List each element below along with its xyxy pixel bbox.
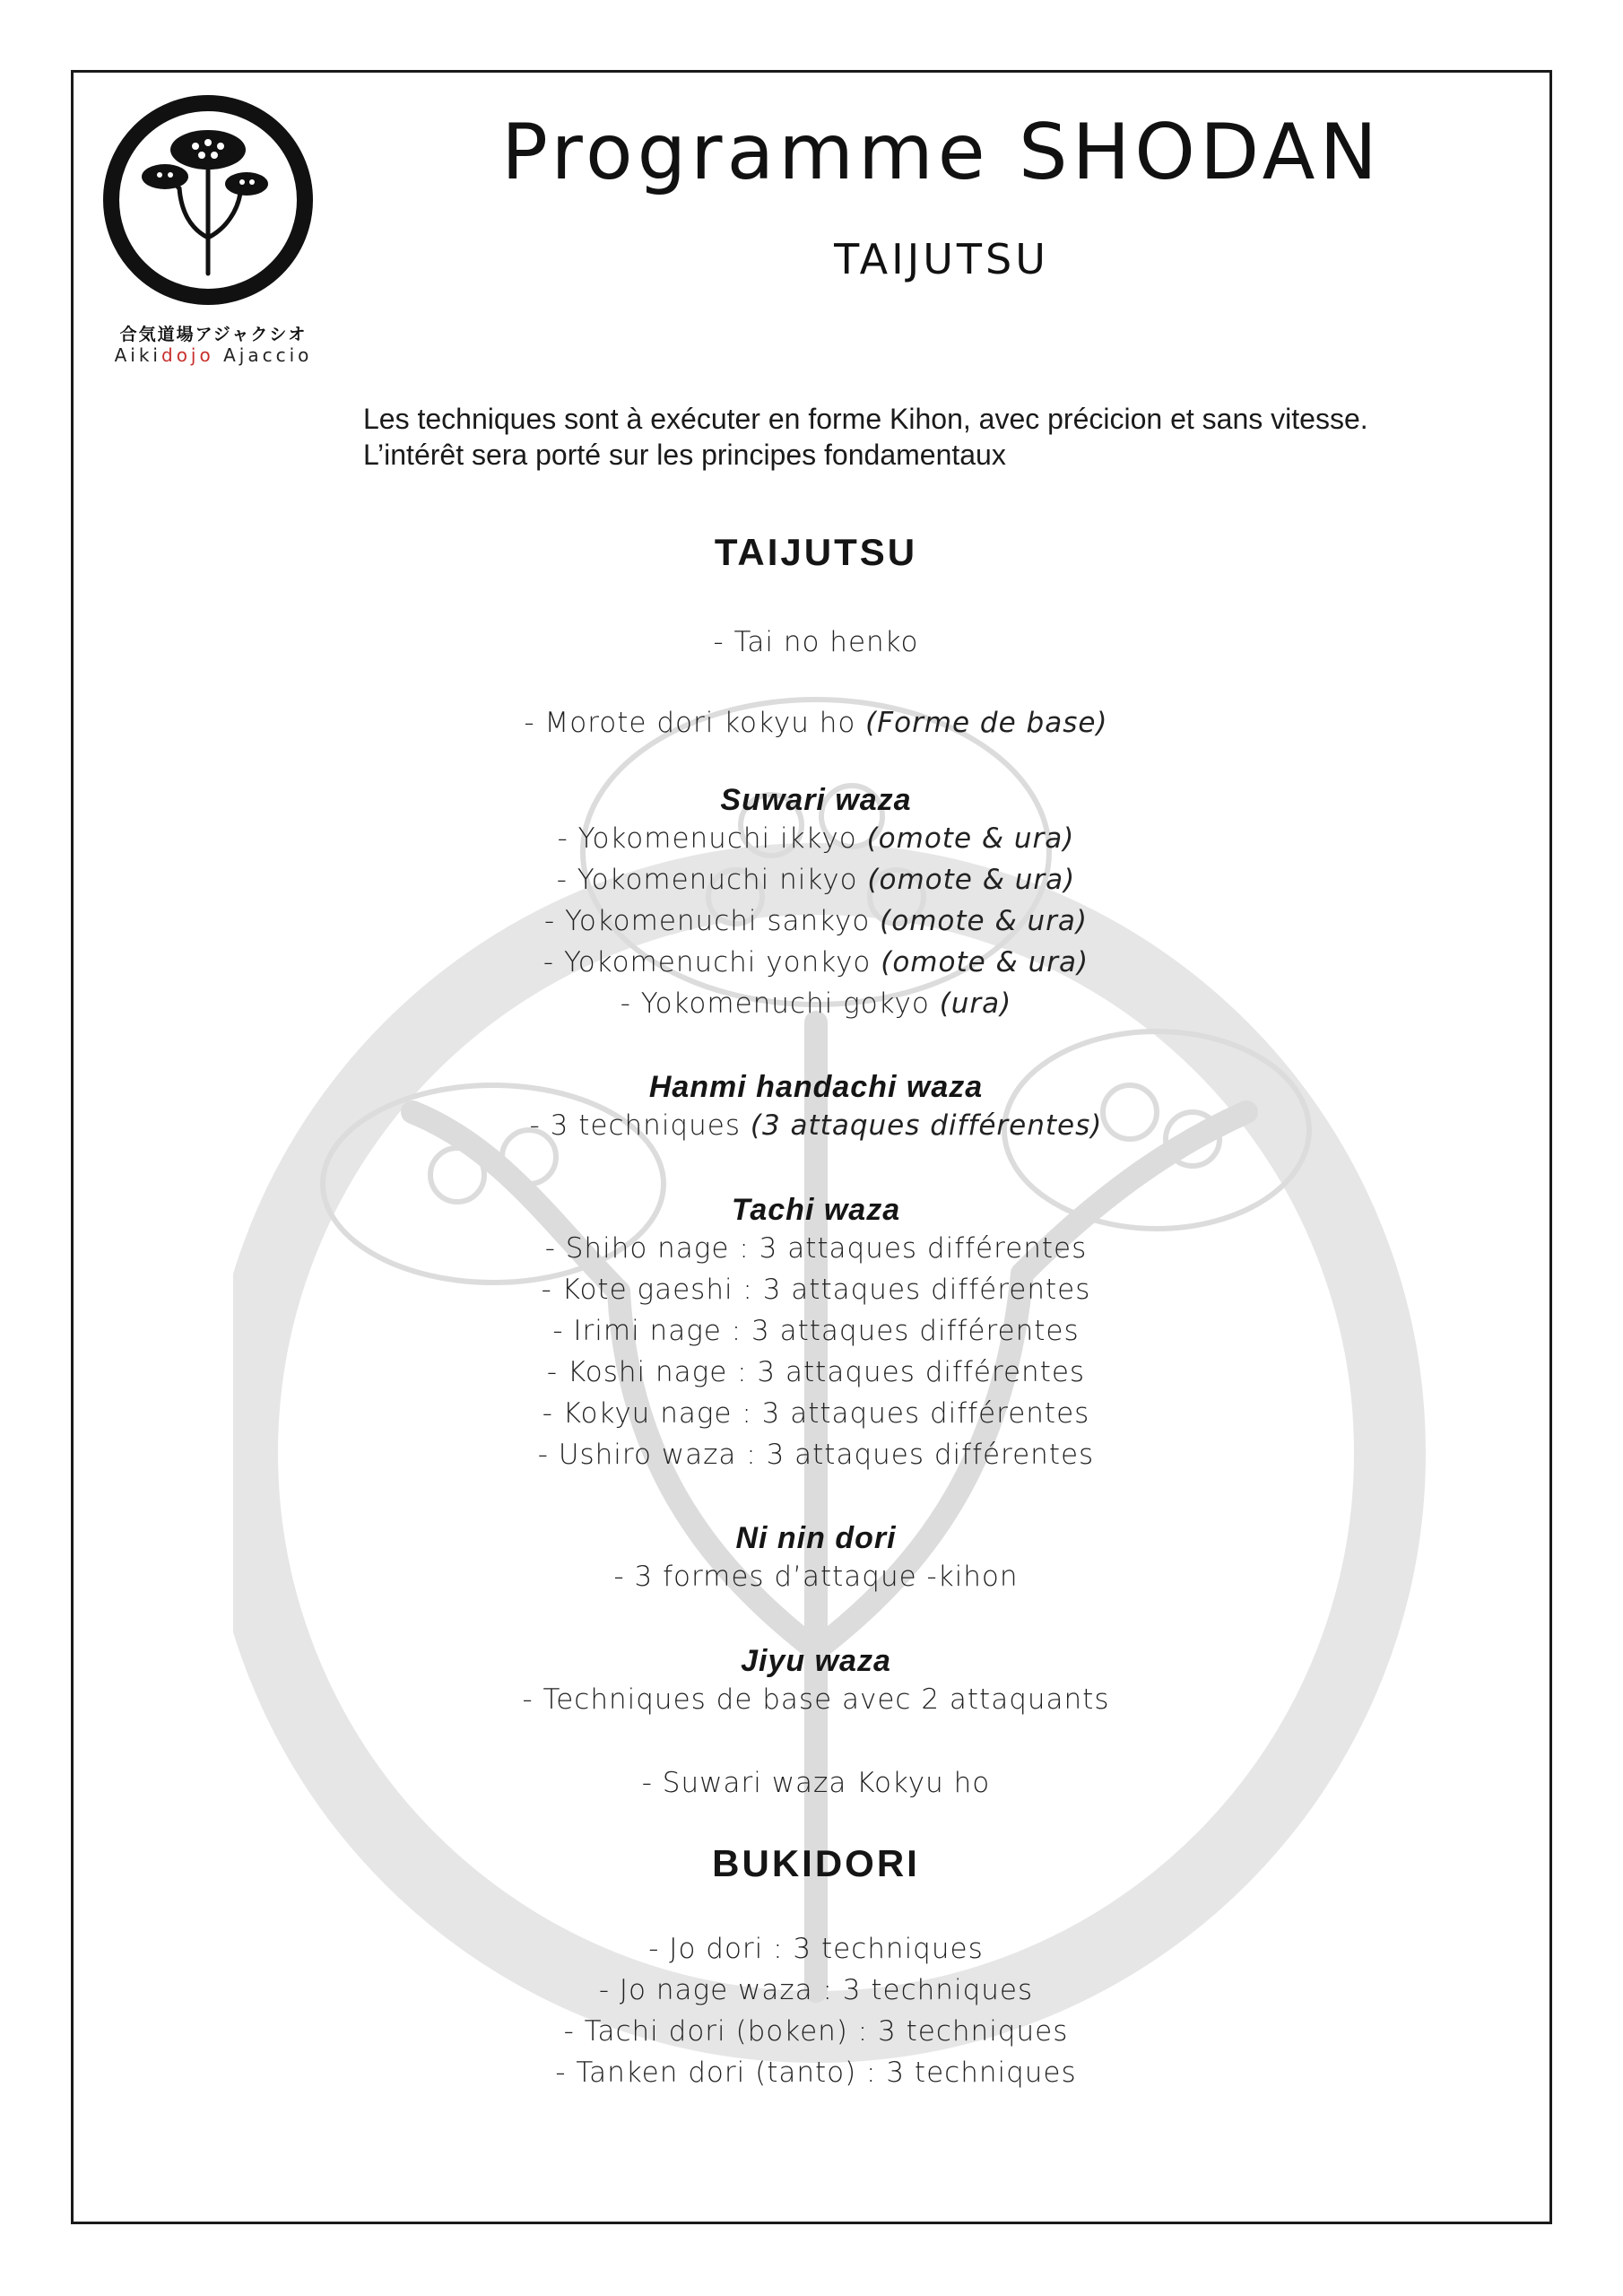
group-heading-tachi: Tachi waza — [731, 1193, 901, 1227]
list-item: - 3 techniques (3 attaques différentes) — [529, 1109, 1103, 1142]
intro-line-1: Les techniques sont à exécuter en forme Kihon, avec précicion et sans vitesse. — [363, 403, 1368, 435]
list-item: - Yokomenuchi ikkyo (omote & ura) — [557, 822, 1075, 855]
list-item: - Tachi dori (boken) : 3 techniques — [563, 2015, 1069, 2048]
page-border — [71, 70, 1552, 2224]
list-item: - Kokyu nage : 3 attaques différentes — [542, 1397, 1090, 1430]
list-item: - Yokomenuchi gokyo (ura) — [620, 987, 1012, 1020]
list-item: - Kote gaeshi : 3 attaques différentes — [541, 1274, 1091, 1306]
list-item: - 3 formes d’attaque -kihon — [613, 1561, 1019, 1593]
group-heading-hanmi: Hanmi handachi waza — [648, 1070, 984, 1104]
list-item: - Ushiro waza : 3 attaques différentes — [537, 1439, 1095, 1471]
group-heading-jiyu: Jiyu waza — [741, 1644, 891, 1678]
tai-no-henko: - Tai no henko — [713, 626, 919, 658]
list-item: - Shiho nage : 3 attaques différentes — [544, 1232, 1088, 1265]
morote-dori: - Morote dori kokyu ho (Forme de base) — [524, 707, 1108, 739]
intro-line-2: L’intérêt sera porté sur les principes fondamentaux — [363, 439, 1006, 471]
page-title: Programme SHODAN — [501, 108, 1382, 197]
list-item: - Yokomenuchi sankyo (omote & ura) — [544, 905, 1088, 937]
group-heading-suwari: Suwari waza — [720, 783, 912, 817]
page-subtitle: TAIJUTSU — [834, 235, 1049, 283]
list-item: - Koshi nage : 3 attaques différentes — [546, 1356, 1086, 1388]
list-item: - Yokomenuchi nikyo (omote & ura) — [556, 864, 1076, 896]
list-item: - Jo nage waza : 3 techniques — [598, 1974, 1034, 2006]
list-item: - Irimi nage : 3 attaques différentes — [552, 1315, 1080, 1347]
intro-text — [363, 401, 1529, 473]
group-heading-ninin: Ni nin dori — [735, 1521, 897, 1555]
suwari-kokyu-ho: - Suwari waza Kokyu ho — [641, 1767, 991, 1799]
list-item: - Yokomenuchi yonkyo (omote & ura) — [542, 946, 1089, 978]
logo-japanese-text: 合気道場アジャクシオ — [119, 325, 308, 344]
section-heading-bukidori: BUKIDORI — [712, 1842, 920, 1884]
list-item: - Tanken dori (tanto) : 3 techniques — [555, 2057, 1077, 2089]
list-item: - Jo dori : 3 techniques — [648, 1933, 984, 1965]
list-item: - Techniques de base avec 2 attaquants — [522, 1683, 1110, 1716]
logo-english-text: Aikidojo Ajaccio — [114, 344, 313, 366]
section-heading-taijutsu: TAIJUTSU — [714, 531, 918, 573]
